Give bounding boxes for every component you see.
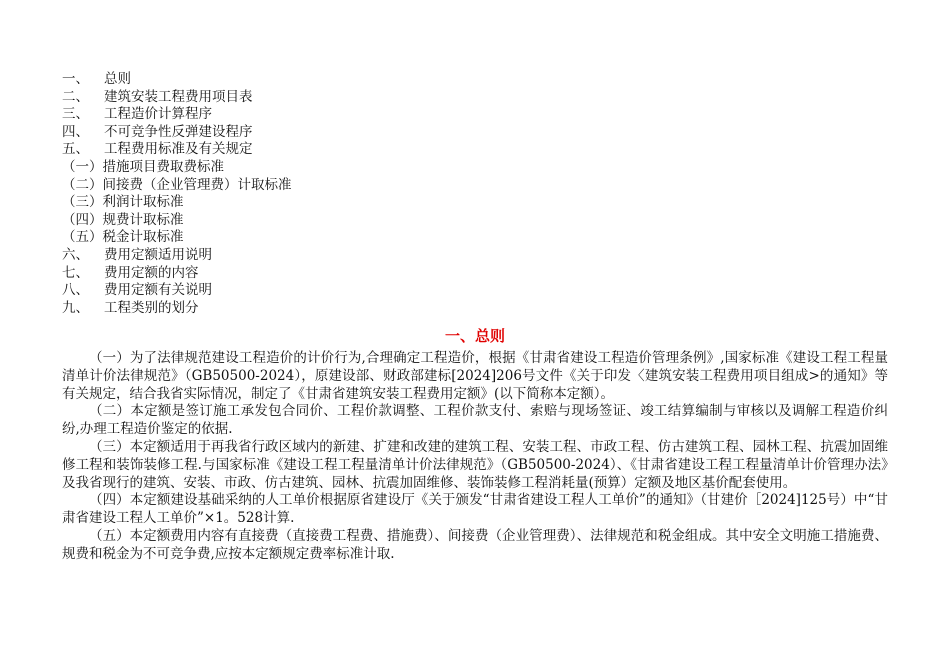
toc-item-text: 费用定额有关说明 [104, 282, 212, 299]
toc-item-number: 九、 [62, 299, 89, 316]
paragraph: （五）本定额费用内容有直接费（直接费工程费、措施费）、间接费（企业管理费）、法律规范和税金组成。其中安全文明施工措施费、规费和税金为不可竞争费,应按本定额规定费率标准计取. [62, 527, 888, 562]
toc-item [62, 141, 482, 159]
toc-item-number: 一、 [62, 71, 89, 87]
table-of-contents [62, 71, 482, 317]
toc-item [62, 124, 482, 142]
toc-subitem-text: （五）税金计取标准 [62, 229, 184, 246]
toc-subitem-text: （四）规费计取标准 [62, 211, 184, 228]
toc-item [62, 265, 482, 283]
toc-item-number: 四、 [62, 123, 89, 140]
toc-item [62, 300, 482, 318]
toc-item [62, 247, 482, 265]
toc-subitem [62, 229, 482, 247]
toc-subitem [62, 194, 482, 212]
section-body [62, 350, 888, 564]
toc-item-text: 工程造价计算程序 [104, 106, 212, 123]
toc-item-text: 工程类别的划分 [104, 299, 199, 316]
toc-item-text: 费用定额的内容 [104, 264, 199, 281]
toc-subitem-text: （三）利润计取标准 [62, 194, 184, 211]
toc-item-number: 三、 [62, 106, 89, 123]
toc-item-text: 工程费用标准及有关规定 [104, 141, 253, 158]
paragraph: （四）本定额建设基础采纳的人工单价根据原省建设厅《关于颁发“甘肃省建设工程人工单价”的通知》（甘建价［2024]125号）中“甘肃省建设工程人工单价”×1。528计算. [62, 492, 888, 527]
paragraph: （二）本定额是签订施工承发包合同价、工程价款调整、工程价款支付、索赔与现场签证、竣工结算编制与审核以及调解工程造价纠纷,办理工程造价鉴定的依据. [62, 403, 888, 438]
toc-item-number: 七、 [62, 264, 89, 281]
toc-item [62, 106, 482, 124]
toc-item [62, 71, 482, 89]
toc-item-text: 不可竞争性反弹建设程序 [104, 123, 253, 140]
toc-item-text: 建筑安装工程费用项目表 [104, 88, 253, 105]
toc-item-number: 二、 [62, 88, 89, 105]
toc-item-number: 八、 [62, 282, 89, 299]
toc-subitem-text: （二）间接费（企业管理费）计取标准 [62, 176, 292, 193]
toc-item-text: 总则 [104, 71, 131, 87]
toc-item-text: 费用定额适用说明 [104, 246, 212, 263]
toc-subitem [62, 212, 482, 230]
toc-item-number: 五、 [62, 141, 89, 158]
toc-subitem [62, 177, 482, 195]
paragraph: （一）为了法律规范建设工程造价的计价行为,合理确定工程造价，根据《甘肃省建设工程造价管理条例》,国家标准《建设工程工程量清单计价法律规范》（GB50500-2024），原建设部、财政部建标[2024]206号文件《关于印发〈建筑安装工程费用项目组成>的通知》等有关规定，结合我省实际情况，制定了《甘肃省建筑安装工程费用定额》(以下简称本定额）。 [62, 350, 888, 402]
toc-item [62, 89, 482, 107]
toc-item-number: 六、 [62, 246, 89, 263]
toc-subitem [62, 159, 482, 177]
toc-item [62, 282, 482, 300]
paragraph: （三）本定额适用于再我省行政区域内的新建、扩建和改建的建筑工程、安装工程、市政工程、仿古建筑工程、园林工程、抗震加固维修工程和装饰装修工程.与国家标准《建设工程工程量清单计价法律规范》（GB50500-2024）、《甘肃省建设工程工程量清单计价管理办法》及我省现行的建筑、安装、市政、仿古建筑、园林、抗震加固维修、装饰装修工程消耗量(预算）定额及地区基价配套使用。 [62, 438, 888, 491]
toc-subitem-text: （一）措施项目费取费标准 [62, 158, 224, 175]
section-heading: 一、总则 [444, 327, 505, 345]
